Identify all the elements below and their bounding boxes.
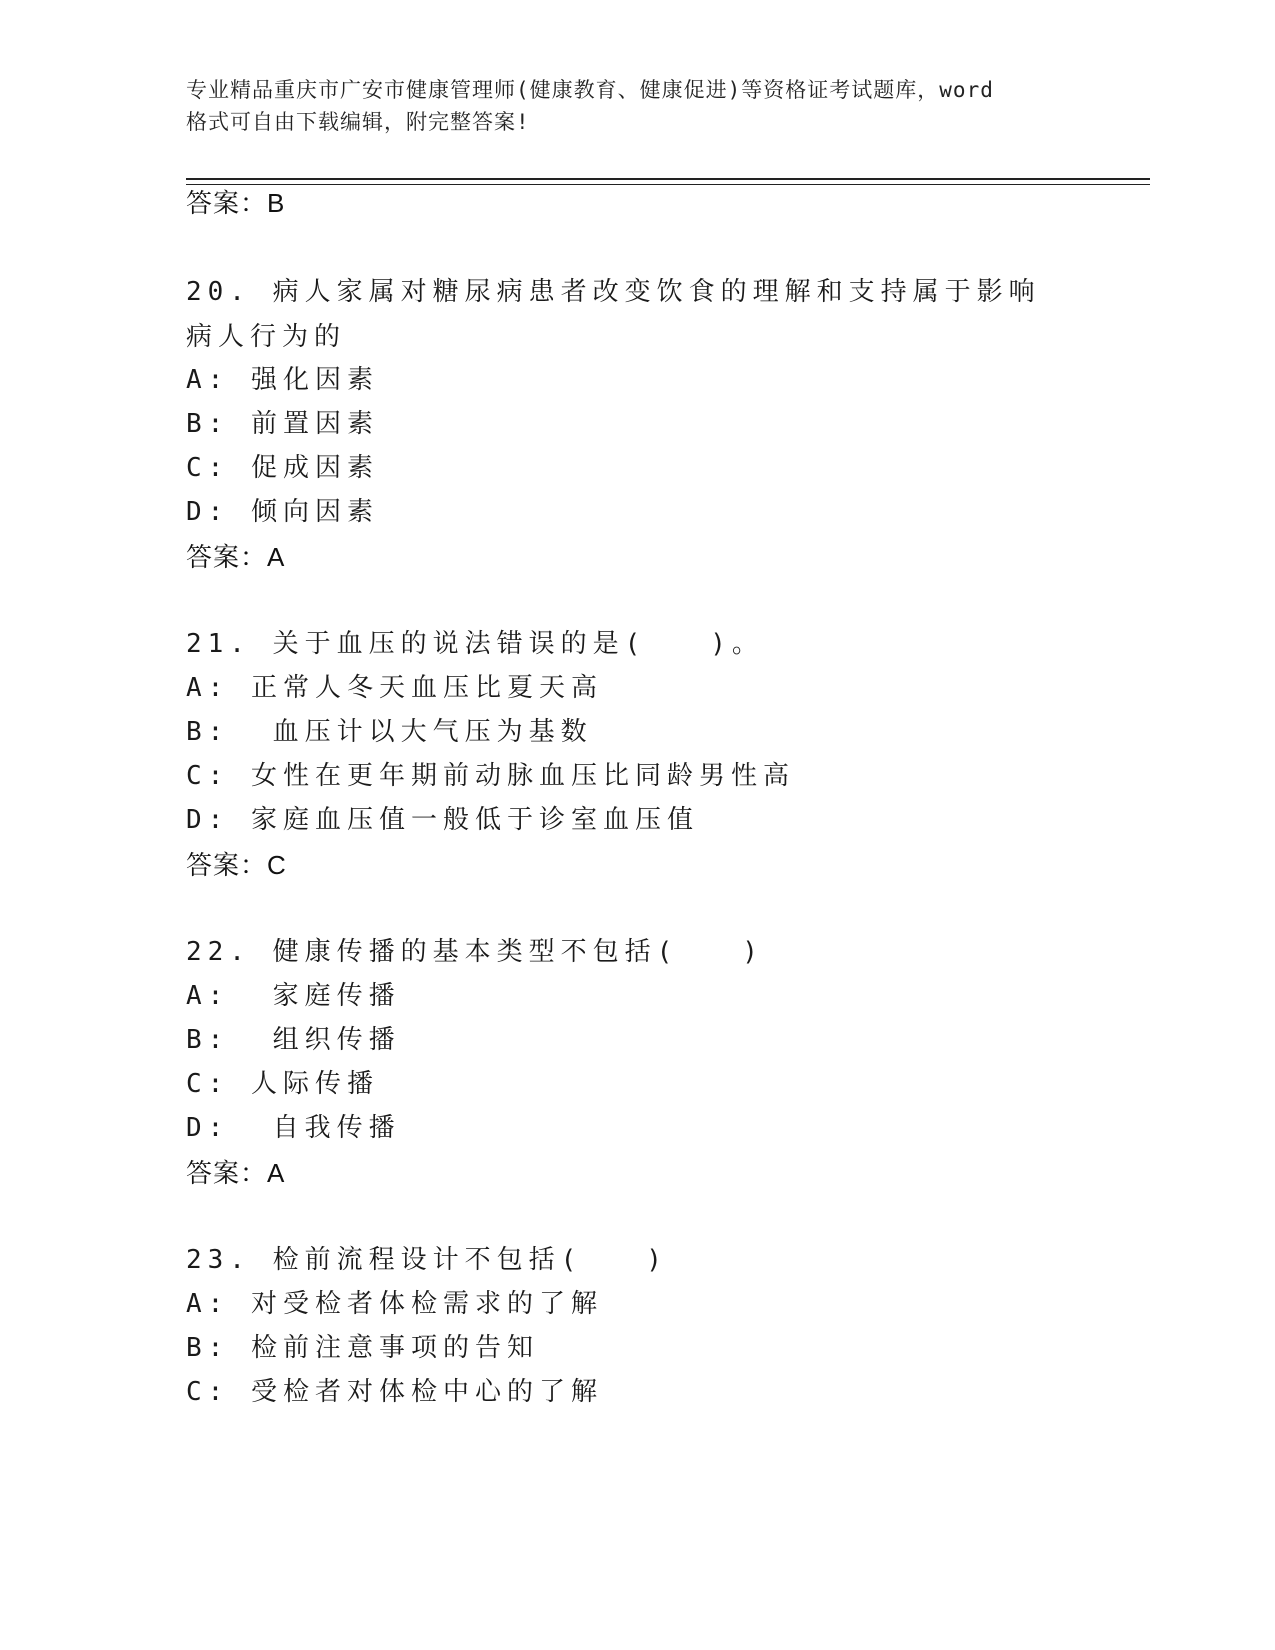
question-22-option-b: B: 组织传播	[186, 1025, 401, 1055]
question-21-option-c: C: 女性在更年期前动脉血压比同龄男性高	[186, 761, 795, 791]
question-21-option-d: D: 家庭血压值一般低于诊室血压值	[186, 805, 699, 835]
question-22-option-c: C: 人际传播	[186, 1069, 379, 1099]
question-21-option-b: B: 血压计以大气压为基数	[186, 717, 593, 747]
answer-22: 答案：A	[186, 1158, 286, 1188]
header-rule-thin	[186, 184, 1150, 185]
question-23-option-a: A: 对受检者体检需求的了解	[186, 1289, 603, 1319]
question-23-text: 23. 检前流程设计不包括( )	[186, 1245, 668, 1275]
question-22-option-d: D: 自我传播	[186, 1113, 401, 1143]
question-20-option-b: B: 前置因素	[186, 409, 379, 439]
question-20-option-c: C: 促成因素	[186, 453, 379, 483]
header-rule-thick	[186, 178, 1150, 180]
question-22-text: 22. 健康传播的基本类型不包括( )	[186, 937, 764, 967]
answer-19: 答案：B	[186, 188, 286, 218]
question-22-option-a: A: 家庭传播	[186, 981, 401, 1011]
answer-20: 答案：A	[186, 542, 286, 572]
question-23-option-c: C: 受检者对体检中心的了解	[186, 1377, 603, 1407]
question-23-option-b: B: 检前注意事项的告知	[186, 1333, 539, 1363]
header-line-2: 格式可自由下载编辑，附完整答案!	[186, 110, 530, 134]
answer-21: 答案：C	[186, 850, 287, 880]
question-21-option-a: A: 正常人冬天血压比夏天高	[186, 673, 603, 703]
question-20-option-d: D: 倾向因素	[186, 497, 379, 527]
header-line-1: 专业精品重庆市广安市健康管理师(健康教育、健康促进)等资格证考试题库，word	[186, 78, 994, 102]
question-20-option-a: A: 强化因素	[186, 365, 379, 395]
question-21-text: 21. 关于血压的说法错误的是( )。	[186, 629, 764, 659]
document-header	[186, 74, 1086, 138]
question-20-text: 20. 病人家属对糖尿病患者改变饮食的理解和支持属于影响病人行为的	[186, 277, 1041, 352]
